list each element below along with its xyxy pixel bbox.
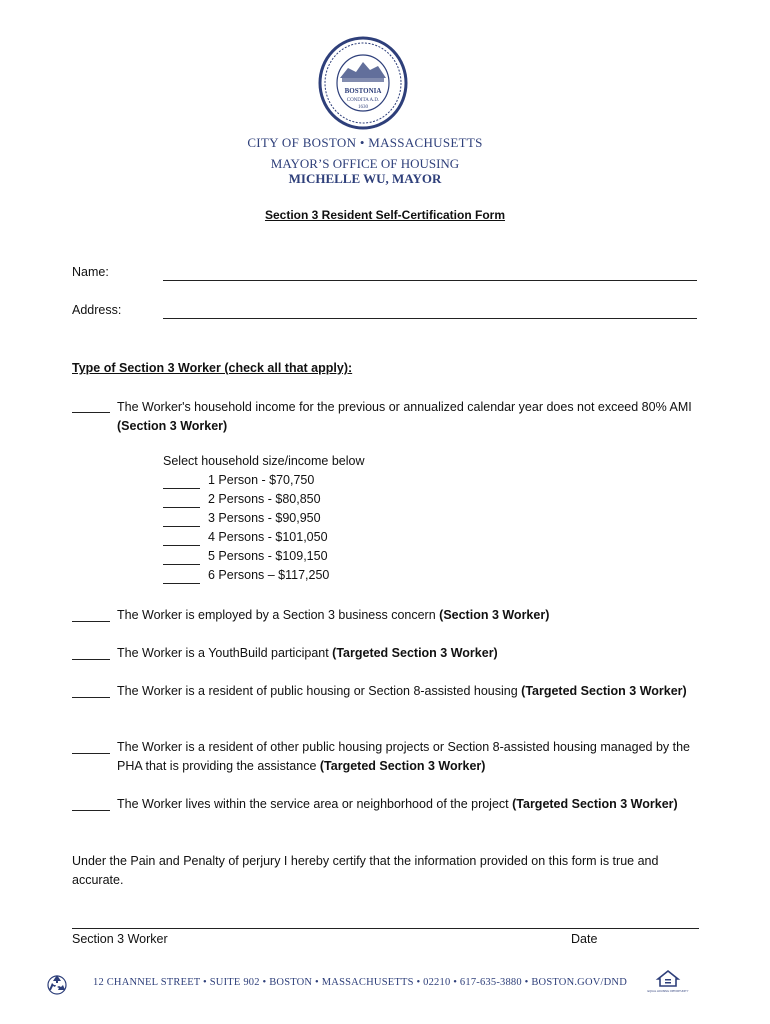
- service-area-blank[interactable]: [72, 810, 110, 811]
- household-3-blank[interactable]: [163, 526, 200, 527]
- signature-line[interactable]: [72, 928, 699, 929]
- mayor-header: MICHELLE WU, MAYOR: [288, 171, 442, 186]
- household-option-1: 1 Person - $70,750: [208, 473, 315, 487]
- business-concern-text: The Worker is employed by a Section 3 business concern (Section 3 Worker): [117, 608, 550, 622]
- name-label: Name:: [72, 265, 109, 279]
- name-field-line[interactable]: [163, 280, 697, 281]
- public-housing-text: The Worker is a resident of public housing or Section 8-assisted housing (Targeted Section 3 Worker): [117, 684, 687, 698]
- seal-text-3: 1630: [358, 105, 368, 110]
- household-option-3: 3 Persons - $90,950: [208, 511, 321, 525]
- seal-text-2: CONDITA A.D.: [346, 98, 380, 103]
- form-title: Section 3 Resident Self-Certification Form: [264, 208, 506, 222]
- address-label: Address:: [72, 303, 122, 317]
- household-4-blank[interactable]: [163, 545, 200, 546]
- worker-type-heading: Type of Section 3 Worker (check all that apply):: [72, 361, 353, 375]
- business-concern-blank[interactable]: [72, 621, 110, 622]
- household-option-2: 2 Persons - $80,850: [208, 492, 321, 506]
- footer-address: 12 CHANNEL STREET • SUITE 902 • BOSTON • MASSACHUSETTS • 02210 • 617-635-3880 • BOSTON.GOV/DND: [93, 977, 627, 988]
- household-option-5: 5 Persons - $109,150: [208, 549, 328, 563]
- household-1-blank[interactable]: [163, 488, 200, 489]
- household-5-blank[interactable]: [163, 564, 200, 565]
- household-option-6: 6 Persons – $117,250: [208, 568, 330, 582]
- household-6-blank[interactable]: [163, 583, 200, 584]
- household-2-blank[interactable]: [163, 507, 200, 508]
- certification-statement: Under the Pain and Penalty of perjury I hereby certify that the information provided on this form is true and accurate.: [72, 854, 659, 887]
- seal-text-1: BOSTONIA: [344, 87, 382, 95]
- income-criteria-text: The Worker's household income for the previous or annualized calendar year does not exceed 80% AMI (Section 3 Worker): [117, 400, 692, 433]
- eho-label: EQUAL HOUSING OPPORTUNITY: [647, 990, 689, 993]
- pha-housing-text: The Worker is a resident of other public housing projects or Section 8-assisted housing managed by the PHA that is providing the assistance (Targeted Section 3 Worker): [117, 740, 691, 773]
- city-seal-logo: [318, 36, 408, 130]
- pha-housing-blank[interactable]: [72, 753, 110, 754]
- date-label: Date: [571, 932, 598, 946]
- youthbuild-blank[interactable]: [72, 659, 110, 660]
- address-field-line[interactable]: [163, 318, 697, 319]
- service-area-text: The Worker lives within the service area or neighborhood of the project (Targeted Section 3 Worker): [117, 797, 678, 811]
- household-select-label: Select household size/income below: [163, 454, 365, 468]
- household-option-4: 4 Persons - $101,050: [208, 530, 328, 544]
- income-check-blank[interactable]: [72, 412, 110, 413]
- equal-housing-icon: [647, 969, 689, 993]
- signature-label: Section 3 Worker: [72, 932, 168, 946]
- city-header: CITY OF BOSTON • MASSACHUSETTS: [247, 135, 483, 150]
- office-header: MAYOR’S OFFICE OF HOUSING: [270, 156, 460, 171]
- youthbuild-text: The Worker is a YouthBuild participant (Targeted Section 3 Worker): [117, 646, 498, 660]
- recycle-icon: [46, 973, 68, 995]
- public-housing-blank[interactable]: [72, 697, 110, 698]
